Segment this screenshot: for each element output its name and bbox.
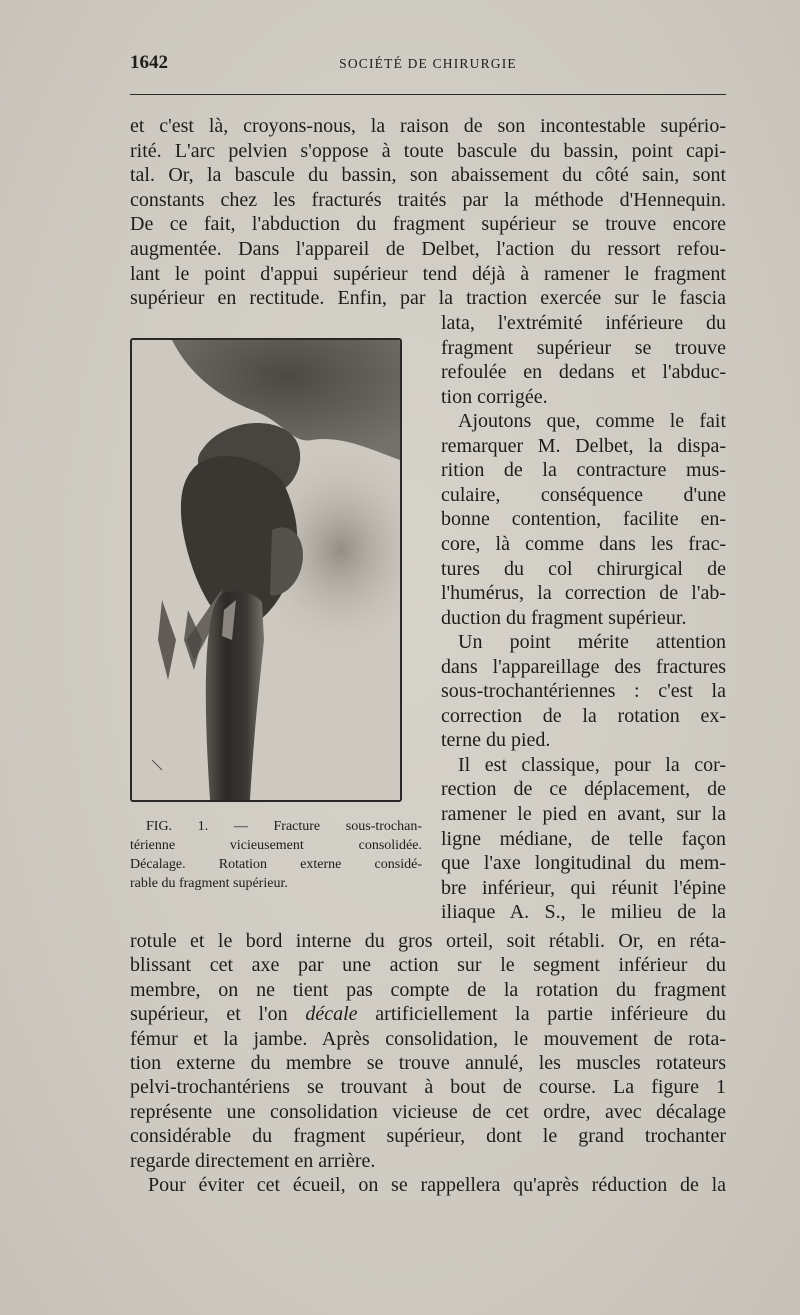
text-line: représente une consolidation vicieuse de cet ordre, avec décalage (130, 1100, 726, 1123)
text-line: ligne médiane, de telle façon (441, 827, 726, 850)
text-line: blissant cet axe par une action sur le segment inférieur du (130, 954, 726, 977)
text-line: l'humérus, la correction de l'ab- (441, 582, 726, 605)
text-line: core, là comme dans les frac- (441, 532, 726, 555)
text-line: tion corrigée. (441, 385, 548, 408)
text-line: Un point mérite attention (458, 631, 726, 654)
text-span: supérieur, et l'on (130, 1003, 306, 1026)
text-line: considérable du fragment supérieur, dont le grand trochanter (130, 1125, 726, 1148)
text-line: rité. L'arc pelvien s'oppose à toute bascule du bassin, point capi- (130, 139, 726, 162)
text-line: membre, on ne tient pas compte de la rotation du fragment (130, 978, 726, 1001)
text-line: iliaque A. S., le milieu de la (441, 901, 726, 924)
page-header (130, 52, 726, 82)
text-line: rotule et le bord interne du gros orteil, soit rétabli. Or, en réta- (130, 930, 726, 952)
text-line: pelvi-trochantériens se trouvant à bout de course. La figure 1 (130, 1076, 726, 1099)
text-line: Ajoutons que, comme le fait (458, 410, 726, 433)
text-line: ramener le pied en avant, sur la (441, 803, 726, 825)
text-line: et c'est là, croyons-nous, la raison de son incontestable supério- (130, 115, 726, 137)
text-line: refoulée en dedans et l'abduc- (441, 361, 726, 384)
text-line: Pour éviter cet écueil, on se rappellera qu'après réduction de la (148, 1174, 726, 1196)
text-line: regarde directement en arrière. (130, 1149, 376, 1172)
page-number: 1642 (130, 52, 168, 73)
text-line: terne du pied. (441, 729, 551, 752)
text-line: remarquer M. Delbet, la dispa- (441, 434, 726, 457)
figure-1-radiograph (130, 338, 402, 802)
text-line: que l'axe longitudinal du mem- (441, 852, 726, 875)
femur-fracture-illustration (132, 340, 400, 800)
text-line: sous-trochantériennes : c'est la (441, 680, 726, 703)
text-line: bonne contention, facilite en- (441, 508, 726, 531)
text-line: constants chez les fracturés traités par la méthode d'Hennequin. (130, 188, 726, 211)
caption-line: FIG. 1. — Fracture sous-trochan- (146, 819, 422, 834)
text-line (130, 1002, 726, 1026)
text-line: culaire, conséquence d'une (441, 483, 726, 506)
caption-line: Décalage. Rotation externe considé- (130, 857, 422, 872)
caption-line: térienne vicieusement consolidée. (130, 838, 422, 853)
text-line: De ce fait, l'abduction du fragment supérieur se trouve encore (130, 213, 726, 236)
text-line: lata, l'extrémité inférieure du (441, 312, 726, 334)
text-line: bre inférieur, qui réunit l'épine (441, 876, 726, 899)
text-line: tion externe du membre se trouve annulé, les muscles rotateurs (130, 1052, 726, 1074)
running-title: SOCIÉTÉ DE CHIRURGIE (339, 56, 517, 71)
text-line: tal. Or, la bascule du bassin, son abaissement du côté sain, sont (130, 164, 726, 187)
text-line: duction du fragment supérieur. (441, 606, 687, 629)
text-line: augmentée. Dans l'appareil de Delbet, l'action du ressort refou- (130, 238, 726, 260)
text-span: artificiellement la partie inférieure du (357, 1003, 726, 1026)
header-rule (130, 94, 726, 95)
text-line: supérieur en rectitude. Enfin, par la traction exercée sur le fascia (130, 287, 726, 310)
text-line: lant le point d'appui supérieur tend déjà à ramener le fragment (130, 262, 726, 285)
text-line: rition de la contracture mus- (441, 459, 726, 482)
text-line: dans l'appareillage des fractures (441, 655, 726, 678)
text-line: Il est classique, pour la cor- (458, 753, 726, 776)
emphasized-word: décale (305, 1003, 358, 1026)
text-line: rection de ce déplacement, de (441, 778, 726, 801)
text-line: correction de la rotation ex- (441, 704, 726, 727)
text-line: tures du col chirurgical de (441, 557, 726, 580)
text-line: fémur et la jambe. Après consolidation, le mouvement de rota- (130, 1027, 726, 1050)
caption-line: rable du fragment supérieur. (130, 876, 288, 891)
text-line: fragment supérieur se trouve (441, 336, 726, 359)
